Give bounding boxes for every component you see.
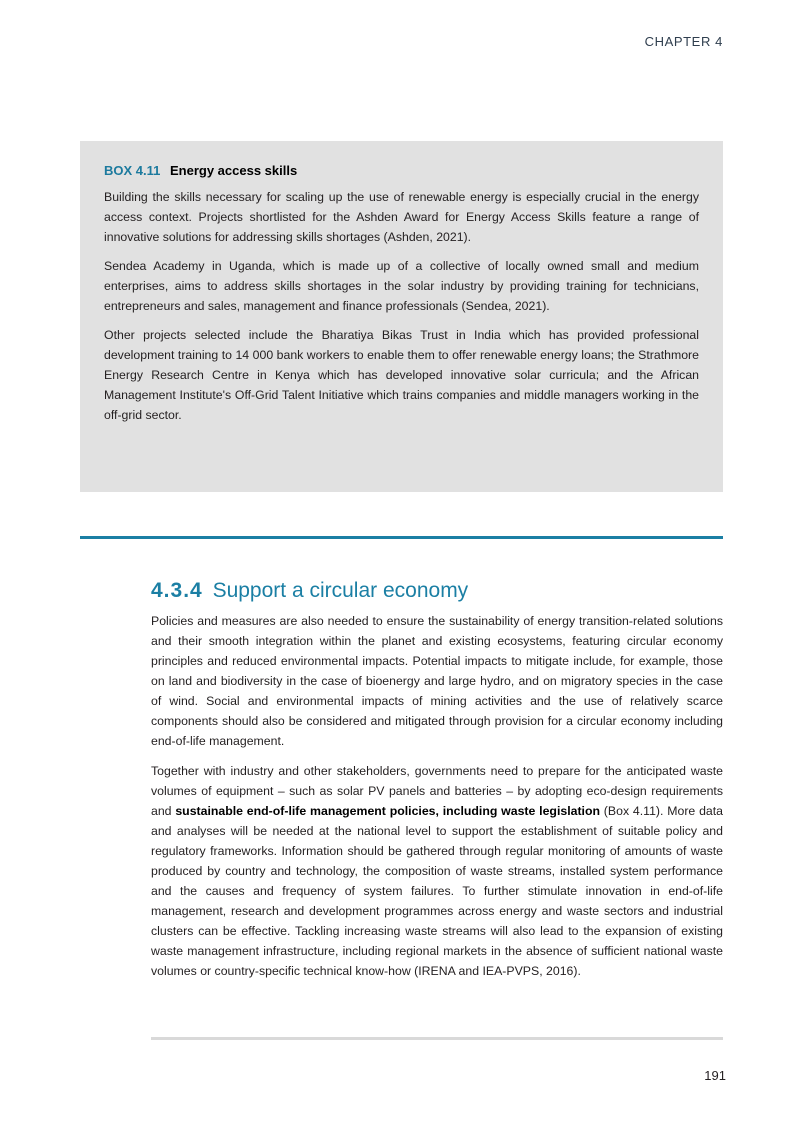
- section-divider: [80, 536, 723, 539]
- section-paragraph: [151, 761, 723, 981]
- paragraph-text: (Box 4.11). More data and analyses will be needed at the national level to support the establishment of suitable policy and regulatory frameworks. Information should be gathered through regular monitoring of amounts of waste produced by country and technology, the composition of waste streams, installed system performance and the causes and frequency of system failures. To further stimulate innovation in end-of-life management, research and development programmes across energy and waste sectors and industrial clusters can be effective. Tackling increasing waste streams will also lead to the expansion of existing waste management infrastructure, including regional markets in the absence of sufficient national waste volumes or country-specific technical know-how (IRENA and IEA-PVPS, 2016).: [151, 804, 724, 978]
- chapter-header: CHAPTER 4: [644, 34, 723, 49]
- page-number: 191: [704, 1068, 726, 1083]
- section-title: Support a circular economy: [212, 579, 469, 602]
- box-paragraph: Building the skills necessary for scaling up the use of renewable energy is especially crucial in the energy access context. Projects shortlisted for the Ashden Award for Energy Access Skills feature a range of innovative solutions for addressing skills shortages (Ashden, 2021).: [104, 190, 699, 244]
- section-4-3-4: [151, 579, 723, 991]
- box-number: BOX 4.11: [104, 163, 161, 178]
- paragraph-bold-text: sustainable end-of-life management policies, including waste legislation: [175, 804, 600, 818]
- box-paragraph: Sendea Academy in Uganda, which is made up of a collective of locally owned small and medium enterprises, aims to address skills shortages in the solar industry by providing training for technicians, entrepreneurs and sales, management and finance professionals (Sendea, 2021).: [104, 259, 699, 313]
- section-heading: [151, 579, 723, 603]
- paragraph-text: Together with industry and other stakeholders, governments need to prepare for the anticipated waste volumes of equipment – such as solar PV panels and batteries – by adopting eco-design requirements and: [151, 764, 723, 818]
- footer-divider: [151, 1037, 723, 1040]
- box-paragraph: Other projects selected include the Bharatiya Bikas Trust in India which has provided professional development training to 14 000 bank workers to enable them to offer renewable energy loans; the Strathmore Energy Research Centre in Kenya which has developed innovative solar curricula; and the African Management Institute's Off-Grid Talent Initiative which trains companies and middle managers working in the off-grid sector.: [104, 328, 699, 422]
- box-4-11: [80, 141, 723, 492]
- box-heading: [104, 163, 699, 178]
- section-number: 4.3.4: [151, 579, 203, 602]
- section-paragraph: Policies and measures are also needed to ensure the sustainability of energy transition-related solutions and their smooth integration within the planet and existing ecosystems, featuring circular economy principles and reduced environmental impacts. Potential impacts to mitigate include, for example, those on land and biodiversity in the case of bioenergy and large hydro, and on migratory species in the case of wind. Social and environmental impacts of mining activities and the use of relatively scarce components should also be considered and mitigated through provision for a circular economy including end-of-life management.: [151, 614, 723, 748]
- box-title: Energy access skills: [170, 163, 298, 178]
